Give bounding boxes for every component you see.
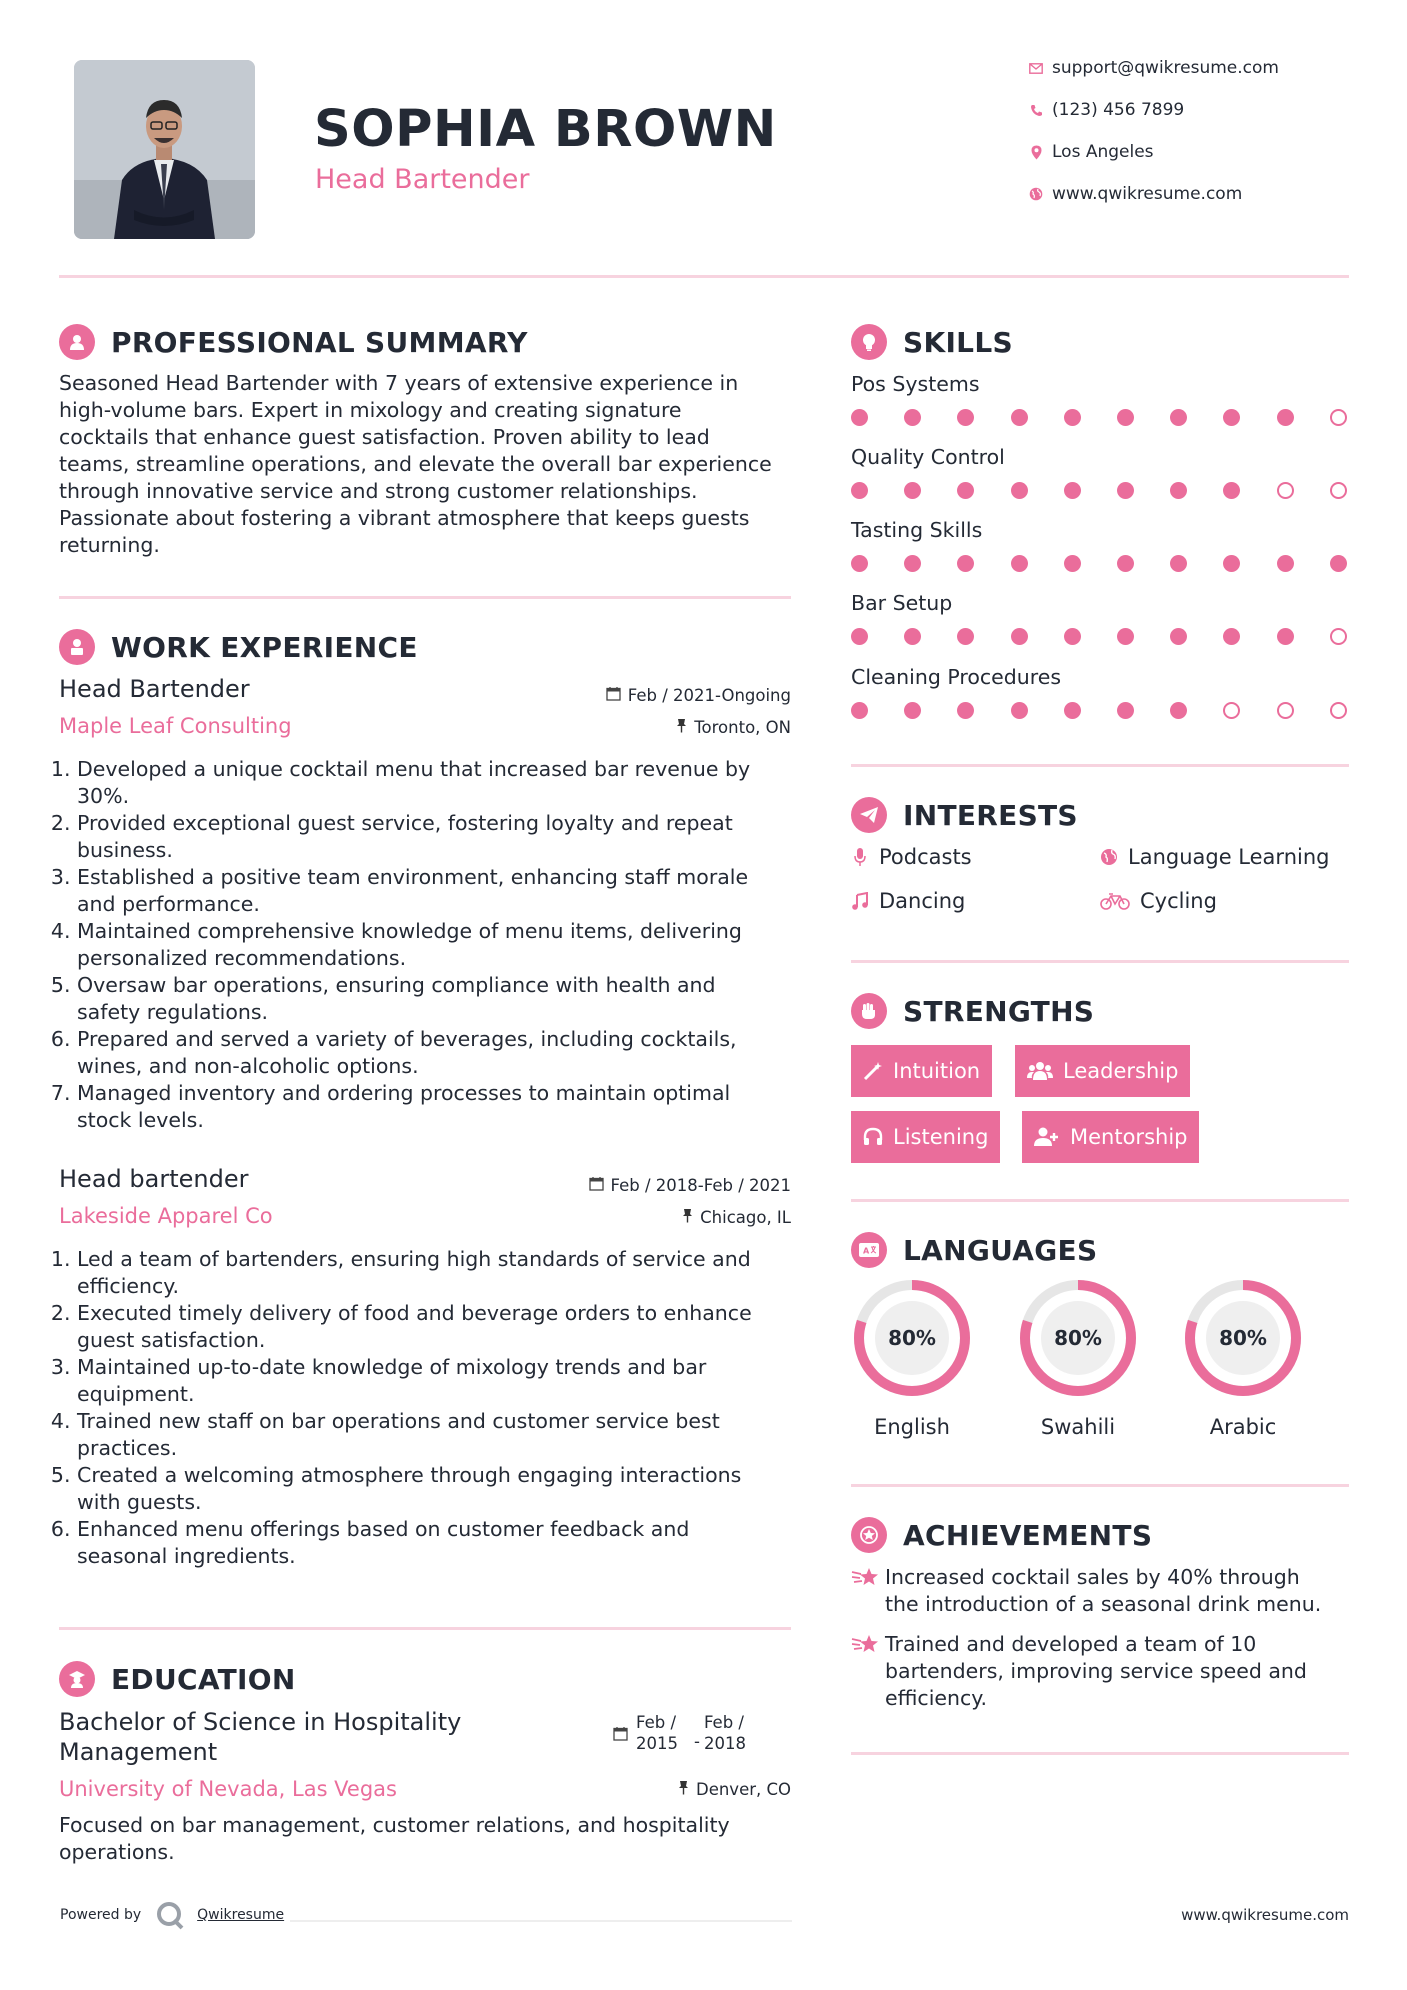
skill-dot-filled bbox=[1277, 409, 1294, 426]
duty-item: 5. Created a welcoming atmosphere through engaging interactions with guests. bbox=[77, 1462, 799, 1516]
candidate-name: SOPHIA BROWN bbox=[314, 100, 777, 159]
skill-dot-filled bbox=[851, 482, 868, 499]
education-description bbox=[59, 1812, 730, 1866]
summary-line: high-volume bars. Expert in mixology and creating signature bbox=[59, 398, 682, 422]
achievement-item bbox=[851, 1564, 1321, 1618]
skill-dot-filled bbox=[957, 628, 974, 645]
skill-dot-filled bbox=[957, 482, 974, 499]
ring-percent-label: 80% bbox=[1219, 1326, 1267, 1350]
fist-icon bbox=[851, 993, 887, 1029]
achievement-line: Increased cocktail sales by 40% through bbox=[885, 1565, 1300, 1589]
strength-chip bbox=[1015, 1045, 1190, 1097]
strength-label: Listening bbox=[893, 1125, 989, 1149]
person-photo-illustration bbox=[74, 60, 255, 239]
shooting-star-icon bbox=[851, 1566, 885, 1618]
summary-title: PROFESSIONAL SUMMARY bbox=[111, 325, 528, 359]
contact-email-text: support@qwikresume.com bbox=[1052, 58, 1279, 78]
profile-photo bbox=[74, 60, 255, 239]
magic-wand-icon bbox=[863, 1061, 883, 1081]
education-end bbox=[704, 1712, 746, 1754]
interest-item bbox=[851, 889, 965, 913]
skill-rating bbox=[851, 482, 1383, 499]
education-title: EDUCATION bbox=[111, 1662, 296, 1696]
summary-line: teams, streamline operations, and elevate the overall bar experience bbox=[59, 452, 772, 476]
skill-dot-filled bbox=[1223, 482, 1240, 499]
achievements-divider bbox=[851, 1752, 1349, 1755]
skill-name: Tasting Skills bbox=[851, 518, 983, 542]
achievement-text bbox=[885, 1631, 1307, 1712]
interest-item bbox=[1100, 889, 1217, 913]
date-dash: - bbox=[694, 1731, 700, 1751]
achievement-item bbox=[851, 1631, 1307, 1712]
skill-dot-filled bbox=[1277, 628, 1294, 645]
footer-divider bbox=[290, 1920, 792, 1922]
skill-dot-filled bbox=[1117, 628, 1134, 645]
skill-dot-filled bbox=[1170, 555, 1187, 572]
language-name: Arabic bbox=[1209, 1415, 1277, 1439]
skill-dot-filled bbox=[904, 482, 921, 499]
interest-label: Dancing bbox=[879, 889, 966, 913]
skill-dot-filled bbox=[1064, 482, 1081, 499]
duty-item: 4. Trained new staff on bar operations and customer service best practices. bbox=[77, 1408, 799, 1462]
interest-item bbox=[1100, 845, 1329, 869]
skill-dot-filled bbox=[851, 555, 868, 572]
interest-label: Podcasts bbox=[879, 845, 972, 869]
ring-percent-label: 80% bbox=[888, 1326, 936, 1350]
skill-dot-empty bbox=[1330, 702, 1347, 719]
strength-chip bbox=[851, 1045, 992, 1097]
achievement-text bbox=[885, 1564, 1321, 1618]
summary-line: Seasoned Head Bartender with 7 years of extensive experience in bbox=[59, 371, 739, 395]
job-1-dates-text: Feb / 2021-Ongoing bbox=[627, 686, 791, 705]
interest-label: Language Learning bbox=[1128, 845, 1330, 869]
summary-line: Passionate about fostering a vibrant atmosphere that keeps guests bbox=[59, 506, 750, 530]
language-ring bbox=[1182, 1277, 1304, 1399]
education-location-text: Denver, CO bbox=[695, 1780, 791, 1799]
end-year: 2018 bbox=[703, 1734, 746, 1753]
achievements-title: ACHIEVEMENTS bbox=[903, 1518, 1153, 1552]
skills-heading bbox=[851, 324, 1013, 360]
headphones-icon bbox=[863, 1127, 883, 1147]
envelope-icon bbox=[1028, 60, 1044, 76]
skill-name: Pos Systems bbox=[851, 372, 980, 396]
bicycle-icon bbox=[1100, 892, 1130, 910]
calendar-icon bbox=[613, 1726, 628, 1745]
achievements-heading bbox=[851, 1517, 1152, 1553]
skill-dot-filled bbox=[1223, 555, 1240, 572]
education-degree bbox=[59, 1707, 461, 1767]
experience-title: WORK EXPERIENCE bbox=[111, 630, 418, 664]
briefcase-user-icon bbox=[59, 629, 95, 665]
summary-text bbox=[59, 370, 772, 559]
degree-line: Management bbox=[59, 1738, 218, 1766]
strengths-heading bbox=[851, 993, 1094, 1029]
skill-dot-filled bbox=[1170, 482, 1187, 499]
calendar-icon bbox=[589, 1176, 604, 1195]
strength-chip bbox=[1022, 1111, 1199, 1163]
duty-item: 1. Led a team of bartenders, ensuring high standards of service and efficiency. bbox=[77, 1246, 799, 1300]
summary-divider bbox=[59, 596, 791, 599]
powered-by-label: Powered by bbox=[60, 1907, 142, 1923]
job-1-location bbox=[676, 718, 791, 737]
skill-dot-empty bbox=[1330, 628, 1347, 645]
skill-dot-filled bbox=[1064, 702, 1081, 719]
contact-website-text: www.qwikresume.com bbox=[1052, 184, 1243, 204]
degree-line: Bachelor of Science in Hospitality bbox=[59, 1708, 462, 1736]
skill-dot-filled bbox=[1223, 409, 1240, 426]
qwikresume-link[interactable]: Qwikresume bbox=[197, 1907, 285, 1923]
job-2-dates bbox=[589, 1176, 791, 1195]
summary-heading bbox=[59, 324, 528, 360]
job-1-dates bbox=[606, 686, 791, 705]
strengths-divider bbox=[851, 1199, 1349, 1202]
experience-heading bbox=[59, 629, 418, 665]
skill-rating bbox=[851, 555, 1383, 572]
duty-item: 2. Executed timely delivery of food and beverage orders to enhance guest satisfaction. bbox=[77, 1300, 799, 1354]
skill-dot-filled bbox=[904, 409, 921, 426]
skill-dot-filled bbox=[1170, 702, 1187, 719]
skill-name: Cleaning Procedures bbox=[851, 665, 1062, 689]
education-desc-line: Focused on bar management, customer relations, and hospitality bbox=[59, 1813, 730, 1837]
skill-dot-empty bbox=[1330, 409, 1347, 426]
achievement-line: bartenders, improving service speed and bbox=[885, 1659, 1307, 1683]
skill-dot-filled bbox=[851, 409, 868, 426]
duty-item: 1. Developed a unique cocktail menu that increased bar revenue by 30%. bbox=[77, 756, 799, 810]
qwikresume-logo-icon bbox=[155, 1900, 185, 1930]
skill-dot-filled bbox=[1011, 702, 1028, 719]
paper-plane-icon bbox=[851, 797, 887, 833]
summary-line: returning. bbox=[59, 533, 160, 557]
duty-item: 6. Enhanced menu offerings based on customer feedback and seasonal ingredients. bbox=[77, 1516, 799, 1570]
skill-dot-empty bbox=[1277, 482, 1294, 499]
education-heading bbox=[59, 1661, 296, 1697]
map-pin-icon bbox=[1028, 144, 1044, 160]
skill-dot-filled bbox=[1117, 482, 1134, 499]
job-2-duties bbox=[59, 1246, 799, 1570]
language-name: Swahili bbox=[1040, 1415, 1116, 1439]
language-name: English bbox=[874, 1415, 950, 1439]
skill-dot-filled bbox=[904, 628, 921, 645]
education-desc-line: operations. bbox=[59, 1840, 175, 1864]
skill-rating bbox=[851, 628, 1383, 645]
interests-title: INTERESTS bbox=[903, 798, 1078, 832]
duty-item: 3. Established a positive team environment, enhancing staff morale and performance. bbox=[77, 864, 799, 918]
skill-dot-filled bbox=[1117, 409, 1134, 426]
job-1-duties bbox=[59, 756, 799, 1134]
job-2-company: Lakeside Apparel Co bbox=[59, 1204, 273, 1228]
contact-location bbox=[1052, 142, 1154, 162]
languages-divider bbox=[851, 1484, 1349, 1487]
footer-website[interactable]: www.qwikresume.com bbox=[1181, 1906, 1349, 1924]
language-card-icon bbox=[851, 1232, 887, 1268]
skill-dot-filled bbox=[1011, 628, 1028, 645]
user-plus-icon bbox=[1034, 1127, 1060, 1147]
candidate-role: Head Bartender bbox=[315, 164, 530, 195]
strength-label: Mentorship bbox=[1070, 1125, 1188, 1149]
contact-location-text: Los Angeles bbox=[1052, 142, 1154, 162]
skill-dot-filled bbox=[1011, 409, 1028, 426]
skill-name: Bar Setup bbox=[851, 591, 953, 615]
skill-rating bbox=[851, 409, 1383, 426]
skill-dot-filled bbox=[1064, 555, 1081, 572]
skill-dot-empty bbox=[1223, 702, 1240, 719]
duty-item: 6. Prepared and served a variety of beverages, including cocktails, wines, and non-alcoholic options. bbox=[77, 1026, 799, 1080]
skill-dot-filled bbox=[1277, 555, 1294, 572]
job-1-location-text: Toronto, ON bbox=[694, 718, 791, 737]
skill-dot-filled bbox=[904, 555, 921, 572]
duty-item: 3. Maintained up-to-date knowledge of mixology trends and bar equipment. bbox=[77, 1354, 799, 1408]
skill-dot-filled bbox=[1011, 555, 1028, 572]
contact-phone-text: (123) 456 7899 bbox=[1052, 100, 1185, 120]
skill-dot-filled bbox=[1064, 628, 1081, 645]
skill-dot-filled bbox=[957, 555, 974, 572]
achievement-line: Trained and developed a team of 10 bbox=[885, 1632, 1257, 1656]
skill-dot-filled bbox=[904, 702, 921, 719]
microphone-icon bbox=[851, 847, 869, 867]
skill-name: Quality Control bbox=[851, 445, 1005, 469]
achievement-line: efficiency. bbox=[885, 1686, 987, 1710]
strength-label: Intuition bbox=[893, 1059, 981, 1083]
contact-email[interactable] bbox=[1052, 58, 1279, 78]
duty-item: 7. Managed inventory and ordering processes to maintain optimal stock levels. bbox=[77, 1080, 799, 1134]
job-1-company: Maple Leaf Consulting bbox=[59, 714, 292, 738]
contact-website[interactable] bbox=[1052, 184, 1242, 204]
users-icon bbox=[1027, 1061, 1053, 1081]
education-start bbox=[636, 1712, 678, 1754]
strength-label: Leadership bbox=[1063, 1059, 1179, 1083]
globe-icon bbox=[1100, 848, 1118, 866]
skill-dot-filled bbox=[1170, 409, 1187, 426]
skill-dot-filled bbox=[1011, 482, 1028, 499]
skill-dot-empty bbox=[1277, 702, 1294, 719]
job-2-location bbox=[682, 1208, 791, 1227]
interest-item bbox=[851, 845, 972, 869]
star-badge-icon bbox=[851, 1517, 887, 1553]
user-icon bbox=[59, 324, 95, 360]
languages-heading bbox=[851, 1232, 1097, 1268]
skill-dot-filled bbox=[851, 628, 868, 645]
job-2-title: Head bartender bbox=[59, 1165, 249, 1193]
lightbulb-icon bbox=[851, 324, 887, 360]
job-2-location-text: Chicago, IL bbox=[700, 1208, 791, 1227]
music-note-icon bbox=[851, 892, 869, 910]
end-month: Feb / bbox=[703, 1713, 744, 1732]
skill-dot-filled bbox=[957, 409, 974, 426]
header-divider bbox=[59, 275, 1349, 278]
footer-powered-by bbox=[60, 1900, 284, 1930]
duty-item: 5. Oversaw bar operations, ensuring compliance with health and safety regulations. bbox=[77, 972, 799, 1026]
skill-dot-filled bbox=[1170, 628, 1187, 645]
duty-item: 2. Provided exceptional guest service, fostering loyalty and repeat business. bbox=[77, 810, 799, 864]
strength-chip bbox=[851, 1111, 1000, 1163]
skill-dot-filled bbox=[957, 702, 974, 719]
start-year: 2015 bbox=[636, 1734, 678, 1753]
graduate-icon bbox=[59, 1661, 95, 1697]
interest-label: Cycling bbox=[1140, 889, 1217, 913]
pushpin-icon bbox=[676, 718, 687, 737]
phone-icon bbox=[1028, 102, 1044, 118]
language-ring bbox=[851, 1277, 973, 1399]
education-dates bbox=[613, 1712, 746, 1754]
skill-dot-empty bbox=[1330, 482, 1347, 499]
job-1-title: Head Bartender bbox=[59, 675, 250, 703]
education-school: University of Nevada, Las Vegas bbox=[59, 1777, 397, 1801]
skill-dot-filled bbox=[1117, 555, 1134, 572]
summary-line: through innovative service and strong customer relationships. bbox=[59, 479, 698, 503]
contact-phone[interactable] bbox=[1052, 100, 1184, 120]
summary-line: cocktails that enhance guest satisfaction. Proven ability to lead bbox=[59, 425, 710, 449]
skill-dot-filled bbox=[851, 702, 868, 719]
start-month: Feb / bbox=[636, 1713, 677, 1732]
duty-item: 4. Maintained comprehensive knowledge of menu items, delivering personalized recommendations. bbox=[77, 918, 799, 972]
shooting-star-icon bbox=[851, 1633, 885, 1712]
language-ring bbox=[1017, 1277, 1139, 1399]
skills-title: SKILLS bbox=[903, 325, 1013, 359]
calendar-icon bbox=[606, 686, 621, 705]
skills-divider bbox=[851, 764, 1349, 767]
ring-percent-label: 80% bbox=[1054, 1326, 1102, 1350]
education-location bbox=[678, 1780, 791, 1799]
interests-heading bbox=[851, 797, 1078, 833]
skill-dot-filled bbox=[1223, 628, 1240, 645]
svg-text:A: A bbox=[863, 1246, 870, 1256]
interests-divider bbox=[851, 960, 1349, 963]
pushpin-icon bbox=[678, 1780, 689, 1799]
skill-rating bbox=[851, 702, 1383, 719]
strengths-title: STRENGTHS bbox=[903, 994, 1095, 1028]
skill-dot-filled bbox=[1330, 555, 1347, 572]
languages-title: LANGUAGES bbox=[903, 1233, 1098, 1267]
pushpin-icon bbox=[682, 1208, 693, 1227]
skill-dot-filled bbox=[1117, 702, 1134, 719]
globe-icon bbox=[1028, 186, 1044, 202]
experience-divider bbox=[59, 1627, 791, 1630]
job-2-dates-text: Feb / 2018-Feb / 2021 bbox=[610, 1176, 791, 1195]
achievement-line: the introduction of a seasonal drink menu. bbox=[885, 1592, 1322, 1616]
skill-dot-filled bbox=[1064, 409, 1081, 426]
